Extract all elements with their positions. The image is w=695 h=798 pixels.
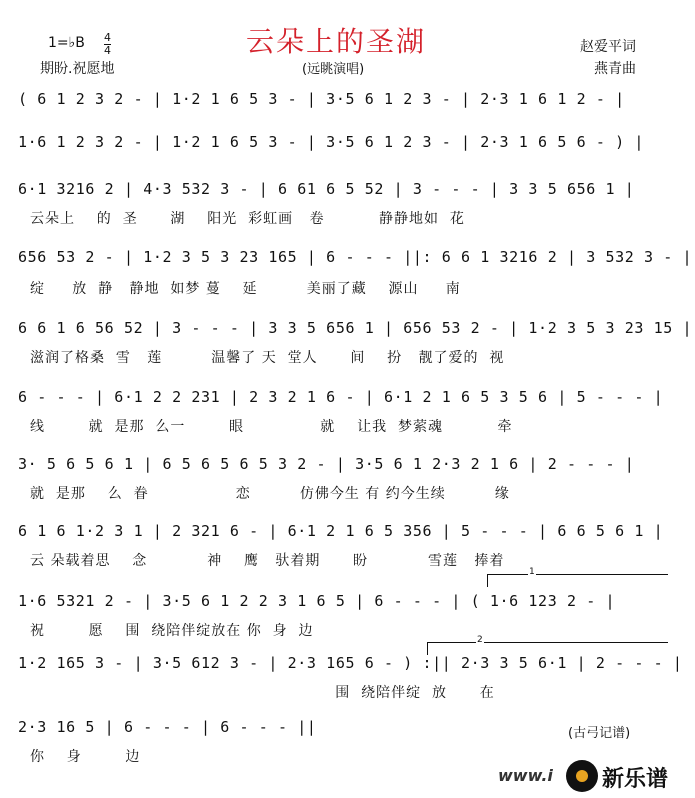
second-ending-number: 2	[477, 635, 483, 645]
notation-row: 1·2 165 3 - | 3·5 612 3 - | 2·3 165 6 - ) :|| 2·3 3 5 6·1 | 2 - - - |	[18, 654, 683, 672]
key-signature: 1=♭B	[48, 35, 85, 51]
notation-row: 6·1 3216 2 | 4·3 532 3 - | 6 61 6 5 52 | 3 - - - | 3 3 5 656 1 |	[18, 180, 635, 198]
notation-row: 3· 5 6 5 6 1 | 6 5 6 5 6 5 3 2 - | 3·5 6 1 2·3 2 1 6 | 2 - - - |	[18, 455, 635, 473]
lyric-row: 你 身 边	[30, 749, 141, 765]
lyric-row: 围 绕陪伴绽 放 在	[30, 685, 495, 701]
notation-row: ( 6 1 2 3 2 - | 1·2 1 6 5 3 - | 3·5 6 1 2 3 - | 2·3 1 6 1 2 - |	[18, 90, 625, 108]
notation-row: 656 53 2 - | 1·2 3 5 3 23 165 | 6 - - - ||: 6 6 1 3216 2 | 3 532 3 - |	[18, 248, 693, 266]
lyric-row: 滋润了格桑 雪 莲 温馨了 天 堂人 间 扮 靓了爱的 视	[30, 350, 505, 366]
notation-row: 6 6 1 6 56 52 | 3 - - - | 3 3 5 656 1 | 656 53 2 - | 1·2 3 5 3 23 15 |	[18, 319, 693, 337]
time-signature-bottom: 4	[104, 44, 111, 57]
first-ending-number: 1	[529, 567, 535, 577]
composer-credit: 燕青曲	[594, 61, 636, 77]
lyric-row: 线 就 是那 么一 眼 就 让我 梦萦魂 牵	[30, 419, 513, 435]
vinyl-record-icon	[566, 760, 598, 792]
singer-credit: (远眺演唱)	[302, 62, 365, 77]
lyric-row: 绽 放 静 静地 如梦 蔓 延 美丽了藏 源山 南	[30, 281, 461, 297]
notation-row: 1·6 5321 2 - | 3·5 6 1 2 2 3 1 6 5 | 6 - - - | ( 1·6 123 2 - |	[18, 592, 616, 610]
watermark-brand: 新乐谱	[602, 767, 669, 792]
notation-row: 6 - - - | 6·1 2 2 231 | 2 3 2 1 6 - | 6·1 2 1 6 5 3 5 6 | 5 - - - |	[18, 388, 664, 406]
first-ending-bracket	[487, 567, 668, 587]
notation-row: 6 1 6 1·2 3 1 | 2 321 6 - | 6·1 2 1 6 5 356 | 5 - - - | 6 6 5 6 1 |	[18, 522, 664, 540]
song-title: 云朵上的圣湖	[246, 25, 427, 58]
lyricist-credit: 赵爱平词	[580, 39, 636, 55]
expression-mark: 期盼.祝愿地	[40, 61, 115, 77]
transcriber-credit: (古弓记谱)	[568, 726, 631, 741]
lyric-row: 云 朵载着思 念 神 鹰 驮着期 盼 雪莲 捧着	[30, 553, 505, 569]
time-signature	[104, 33, 111, 56]
notation-row: 1·6 1 2 3 2 - | 1·2 1 6 5 3 - | 3·5 6 1 2 3 - | 2·3 1 6 5 6 - ) |	[18, 133, 644, 151]
time-signature-top: 4	[104, 31, 111, 44]
lyric-row: 就 是那 么 眷 恋 仿佛今生 有 约今生续 缘	[30, 486, 510, 502]
notation-row: 2·3 16 5 | 6 - - - | 6 - - - ||	[18, 718, 317, 736]
lyric-row: 云朵上 的 圣 湖 阳光 彩虹画 卷 静静地如 花	[30, 211, 465, 227]
watermark-url: www.i	[498, 766, 553, 785]
lyric-row: 祝 愿 围 绕陪伴绽放在 你 身 边	[30, 623, 314, 639]
